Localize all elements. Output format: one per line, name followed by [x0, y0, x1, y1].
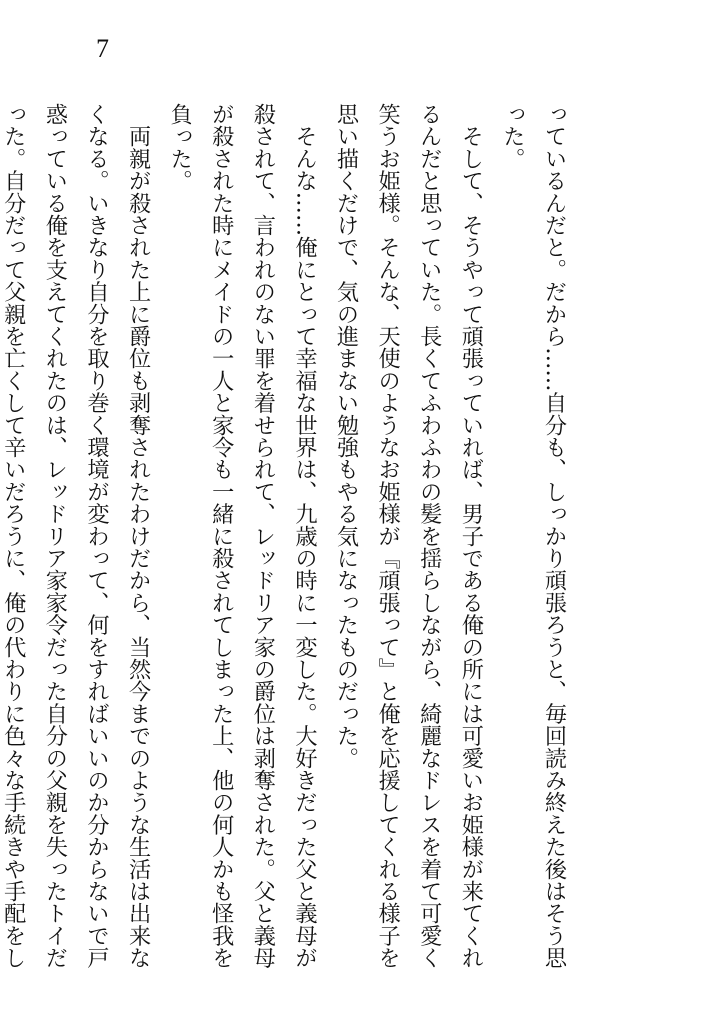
text-line: 笑うお姫様。そんな、天使のようなお姫様が『頑張って』と俺を応援してくれる様子を: [374, 103, 401, 969]
page-number: 7: [96, 34, 109, 63]
text-line: そんな……俺にとって幸福な世界は、九歳の時に一変した。大好きだった父と義母が: [291, 103, 318, 969]
text-line: くなる。いきなり自分を取り巻く環境が変わって、何をすればいいのか分からないで戸: [83, 103, 110, 969]
text-line: った。: [499, 103, 526, 170]
text-line: 思い描くだけで、気の進まない勉強もやる気になったものだった。: [333, 103, 360, 769]
text-line: そして、そうやって頑張っていれば、男子である俺の所には可愛いお姫様が来てくれ: [457, 103, 484, 969]
novel-text: [0, 103, 574, 969]
text-line: 惑っている俺を支えてくれたのは、レッドリア家家令だった自分の父親を失ったトイだ: [41, 103, 68, 969]
text-line: っているんだと。だから……自分も、しっかり頑張ろうと、毎回読み終えた後はそう思: [541, 103, 567, 969]
text-line: 両親が殺された上に爵位も剥奪されたわけだから、当然今までのような生活は出来な: [125, 103, 152, 969]
text-line: が殺された時にメイドの一人と家令も一緒に殺されてしまった上、他の何人かも怪我を: [208, 103, 235, 969]
text-line: った。自分だって父親を亡くして辛いだろうに、俺の代わりに色々な手続きや手配をし: [0, 103, 27, 969]
text-line: 負った。: [166, 103, 193, 192]
text-line: 殺されて、言われのない罪を着せられて、レッドリア家の爵位は剥奪された。父と義母: [249, 103, 276, 969]
text-line: るんだと思っていた。長くてふわふわの髪を揺らしながら、綺麗なドレスを着て可愛く: [416, 103, 443, 969]
